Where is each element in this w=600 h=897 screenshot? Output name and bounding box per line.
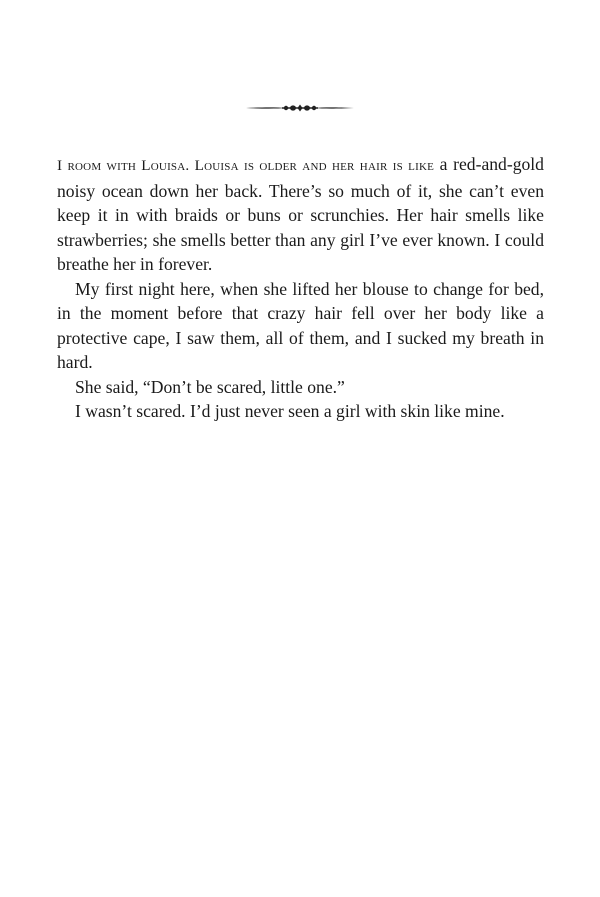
paragraph-2: My first night here, when she lifted her blouse to change for bed, in the moment before that crazy hair fell over her body like a protective cape, I saw them, all of them, and I sucked my breath in hard. [57, 278, 544, 372]
body-text [57, 152, 544, 424]
flourish-divider-icon [246, 102, 354, 114]
paragraph-3: She said, “Don’t be scared, little one.” [75, 376, 345, 397]
paragraph-4: I wasn’t scared. I’d just never seen a girl with skin like mine. [75, 401, 505, 421]
small-caps-lead-in: I room with Louisa. Louisa is older and her hair is like [57, 157, 435, 174]
paragraph-1-text: a red-and-gold noisy ocean down her back. There’s so much of it, she can’t even keep it in with braids or buns or scrunchies. Her hair smells like strawberries; she smells better than any girl I’ve ever known. I could breathe her in forever. [57, 154, 544, 274]
paragraph-1 [57, 152, 544, 277]
